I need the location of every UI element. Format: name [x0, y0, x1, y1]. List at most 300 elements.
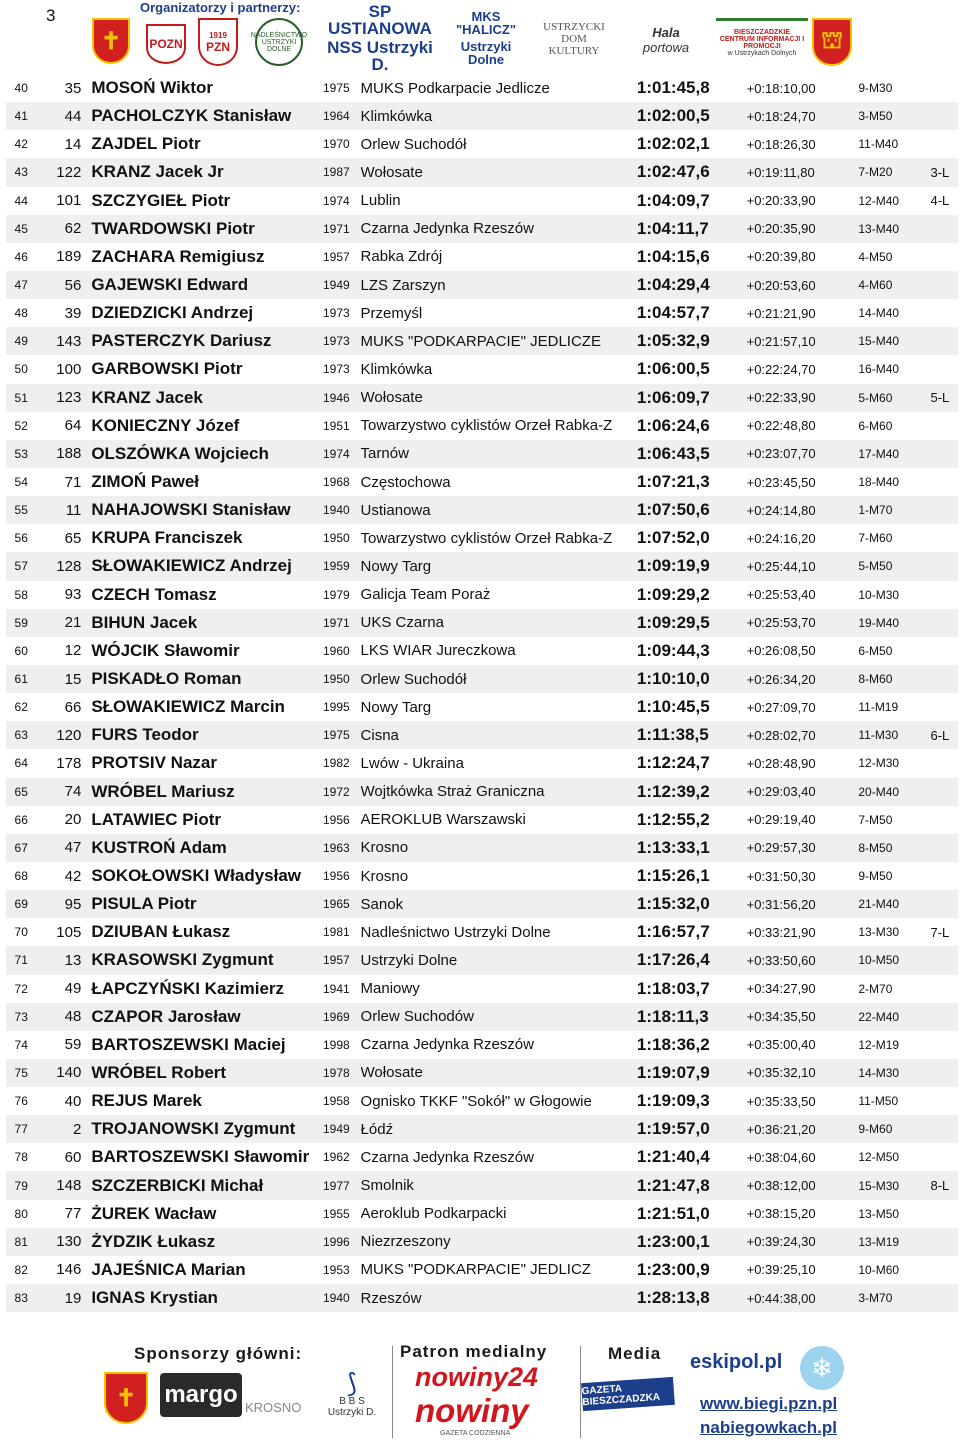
- extra-classification-cell: [930, 1003, 958, 1031]
- bib-number-cell: 21: [36, 609, 91, 637]
- place-cell: 78: [6, 1143, 36, 1171]
- birth-year-cell: 1955: [323, 1200, 361, 1228]
- table-row: [6, 1059, 958, 1087]
- club-cell: Niezrzeszony: [361, 1228, 637, 1256]
- category-place-cell: 19-M40: [858, 609, 930, 637]
- birth-year-cell: 1941: [323, 975, 361, 1003]
- birth-year-cell: 1959: [323, 552, 361, 580]
- club-cell: Aeroklub Podkarpacki: [361, 1200, 637, 1228]
- time-difference-cell: +0:25:53,40: [747, 581, 859, 609]
- club-cell: Orlew Suchodół: [361, 665, 637, 693]
- ustrzyki-coat-of-arms-logo: ⛫: [812, 18, 852, 66]
- time-difference-cell: +0:38:15,20: [747, 1200, 859, 1228]
- extra-classification-cell: [930, 1115, 958, 1143]
- table-row: [6, 187, 958, 215]
- bbs-town: Ustrzyki D.: [327, 1407, 377, 1418]
- table-row: [6, 581, 958, 609]
- athlete-name-cell: KRUPA Franciszek: [91, 524, 323, 552]
- finish-time-cell: 1:16:57,7: [637, 918, 747, 946]
- category-place-cell: 12-M19: [858, 1031, 930, 1059]
- bieszczadzkie-centrum-logo: BIESZCZADZKIE CENTRUM INFORMACJI I PROMOCJI w Ustrzykach Dolnych: [716, 18, 808, 64]
- bib-number-cell: 178: [36, 749, 91, 777]
- table-row: [6, 1087, 958, 1115]
- club-cell: Nowy Targ: [361, 552, 637, 580]
- club-cell: AEROKLUB Warszawski: [361, 806, 637, 834]
- extra-classification-cell: [930, 355, 958, 383]
- place-cell: 61: [6, 665, 36, 693]
- time-difference-cell: +0:18:10,00: [747, 74, 859, 102]
- extra-classification-cell: 5-L: [930, 384, 958, 412]
- table-row: [6, 665, 958, 693]
- birth-year-cell: 1958: [323, 1087, 361, 1115]
- place-cell: 70: [6, 918, 36, 946]
- bib-number-cell: 188: [36, 440, 91, 468]
- birth-year-cell: 1978: [323, 1059, 361, 1087]
- extra-classification-cell: [930, 130, 958, 158]
- place-cell: 44: [6, 187, 36, 215]
- bib-number-cell: 95: [36, 890, 91, 918]
- finish-time-cell: 1:05:32,9: [637, 327, 747, 355]
- birth-year-cell: 1974: [323, 440, 361, 468]
- bib-number-cell: 100: [36, 355, 91, 383]
- extra-classification-cell: [930, 327, 958, 355]
- category-place-cell: 9-M30: [858, 74, 930, 102]
- table-row: [6, 1256, 958, 1284]
- finish-time-cell: 1:12:55,2: [637, 806, 747, 834]
- club-cell: Wołosate: [361, 158, 637, 186]
- place-cell: 58: [6, 581, 36, 609]
- club-cell: Wojtkówka Straż Graniczna: [361, 778, 637, 806]
- extra-classification-cell: [930, 1284, 958, 1312]
- table-row: [6, 806, 958, 834]
- table-row: [6, 1228, 958, 1256]
- club-cell: Smolnik: [361, 1171, 637, 1199]
- athlete-name-cell: SZCZERBICKI Michał: [91, 1171, 323, 1199]
- organizers-title: Organizatorzy i partnerzy:: [140, 0, 301, 15]
- place-cell: 53: [6, 440, 36, 468]
- category-place-cell: 11-M50: [858, 1087, 930, 1115]
- category-place-cell: 6-M60: [858, 412, 930, 440]
- category-place-cell: 11-M19: [858, 693, 930, 721]
- birth-year-cell: 1972: [323, 778, 361, 806]
- place-cell: 64: [6, 749, 36, 777]
- table-row: [6, 215, 958, 243]
- athlete-name-cell: REJUS Marek: [91, 1087, 323, 1115]
- bib-number-cell: 105: [36, 918, 91, 946]
- extra-classification-cell: [930, 581, 958, 609]
- club-cell: Rabka Zdrój: [361, 243, 637, 271]
- time-difference-cell: +0:29:19,40: [747, 806, 859, 834]
- bib-number-cell: 44: [36, 102, 91, 130]
- finish-time-cell: 1:17:26,4: [637, 946, 747, 974]
- athlete-name-cell: ZIMOŃ Paweł: [91, 468, 323, 496]
- time-difference-cell: +0:31:56,20: [747, 890, 859, 918]
- table-row: [6, 637, 958, 665]
- category-place-cell: 18-M40: [858, 468, 930, 496]
- finish-time-cell: 1:02:02,1: [637, 130, 747, 158]
- biegi-pzn-link[interactable]: www.biegi.pzn.pl: [700, 1394, 838, 1413]
- athlete-name-cell: KRASOWSKI Zygmunt: [91, 946, 323, 974]
- extra-classification-cell: 6-L: [930, 721, 958, 749]
- finish-time-cell: 1:06:24,6: [637, 412, 747, 440]
- extra-classification-cell: 7-L: [930, 918, 958, 946]
- bib-number-cell: 12: [36, 637, 91, 665]
- club-cell: Lwów - Ukraina: [361, 749, 637, 777]
- birth-year-cell: 1965: [323, 890, 361, 918]
- category-place-cell: 4-M50: [858, 243, 930, 271]
- bib-number-cell: 77: [36, 1200, 91, 1228]
- time-difference-cell: +0:28:02,70: [747, 721, 859, 749]
- club-cell: Czarna Jedynka Rzeszów: [361, 1143, 637, 1171]
- athlete-name-cell: KUSTROŃ Adam: [91, 834, 323, 862]
- club-cell: Częstochowa: [361, 468, 637, 496]
- table-row: [6, 1115, 958, 1143]
- place-cell: 66: [6, 806, 36, 834]
- finish-time-cell: 1:23:00,9: [637, 1256, 747, 1284]
- bib-number-cell: 59: [36, 1031, 91, 1059]
- athlete-name-cell: BARTOSZEWSKI Sławomir: [91, 1143, 323, 1171]
- place-cell: 82: [6, 1256, 36, 1284]
- athlete-name-cell: ZAJDEL Piotr: [91, 130, 323, 158]
- place-cell: 59: [6, 609, 36, 637]
- athlete-name-cell: PISULA Piotr: [91, 890, 323, 918]
- category-place-cell: 12-M30: [858, 749, 930, 777]
- birth-year-cell: 1971: [323, 609, 361, 637]
- place-cell: 67: [6, 834, 36, 862]
- extra-classification-cell: [930, 299, 958, 327]
- bbs-logo: [322, 1370, 382, 1426]
- birth-year-cell: 1957: [323, 243, 361, 271]
- athlete-name-cell: PROTSIV Nazar: [91, 749, 323, 777]
- athlete-name-cell: PASTERCZYK Dariusz: [91, 327, 323, 355]
- athlete-name-cell: ZACHARA Remigiusz: [91, 243, 323, 271]
- nowiny-logo: nowiny: [415, 1392, 529, 1429]
- athlete-name-cell: WÓJCIK Sławomir: [91, 637, 323, 665]
- club-cell: Tarnów: [361, 440, 637, 468]
- birth-year-cell: 1995: [323, 693, 361, 721]
- nowiny-subtitle: GAZETA CODZIENNA: [440, 1430, 511, 1437]
- birth-year-cell: 1957: [323, 946, 361, 974]
- birth-year-cell: 1950: [323, 665, 361, 693]
- birth-year-cell: 1973: [323, 327, 361, 355]
- table-row: [6, 693, 958, 721]
- birth-year-cell: 1951: [323, 412, 361, 440]
- extra-classification-cell: [930, 806, 958, 834]
- category-place-cell: 7-M50: [858, 806, 930, 834]
- bbs-mark-icon: ⟆: [346, 1368, 358, 1398]
- finish-time-cell: 1:04:11,7: [637, 215, 747, 243]
- place-cell: 50: [6, 355, 36, 383]
- extra-classification-cell: [930, 665, 958, 693]
- club-cell: Ustianowa: [361, 496, 637, 524]
- category-place-cell: 4-M60: [858, 271, 930, 299]
- finish-time-cell: 1:15:32,0: [637, 890, 747, 918]
- birth-year-cell: 1982: [323, 749, 361, 777]
- athlete-name-cell: SŁOWAKIEWICZ Marcin: [91, 693, 323, 721]
- margo-logo: margo: [160, 1373, 242, 1417]
- bib-number-cell: 11: [36, 496, 91, 524]
- bib-number-cell: 64: [36, 412, 91, 440]
- table-row: [6, 862, 958, 890]
- bib-number-cell: 128: [36, 552, 91, 580]
- finish-time-cell: 1:06:00,5: [637, 355, 747, 383]
- place-cell: 77: [6, 1115, 36, 1143]
- table-row: [6, 102, 958, 130]
- sp-ustianowa-logo: SP USTIANOWA NSS Ustrzyki D.: [327, 2, 433, 74]
- athlete-name-cell: CZECH Tomasz: [91, 581, 323, 609]
- finish-time-cell: 1:18:36,2: [637, 1031, 747, 1059]
- bib-number-cell: 47: [36, 834, 91, 862]
- time-difference-cell: +0:19:11,80: [747, 158, 859, 186]
- category-place-cell: 1-M70: [858, 496, 930, 524]
- table-row: [6, 243, 958, 271]
- time-difference-cell: +0:25:53,70: [747, 609, 859, 637]
- athlete-name-cell: CZAPOR Jarosław: [91, 1003, 323, 1031]
- finish-time-cell: 1:21:40,4: [637, 1143, 747, 1171]
- place-cell: 71: [6, 946, 36, 974]
- extra-classification-cell: [930, 609, 958, 637]
- athlete-name-cell: LATAWIEC Piotr: [91, 806, 323, 834]
- bib-number-cell: 15: [36, 665, 91, 693]
- time-difference-cell: +0:33:50,60: [747, 946, 859, 974]
- athlete-name-cell: BARTOSZEWSKI Maciej: [91, 1031, 323, 1059]
- time-difference-cell: +0:35:32,10: [747, 1059, 859, 1087]
- finish-time-cell: 1:12:24,7: [637, 749, 747, 777]
- club-cell: Ognisko TKKF "Sokół" w Głogowie: [361, 1087, 637, 1115]
- table-row: [6, 975, 958, 1003]
- bib-number-cell: 74: [36, 778, 91, 806]
- athlete-name-cell: PACHOLCZYK Stanisław: [91, 102, 323, 130]
- category-place-cell: 6-M50: [858, 637, 930, 665]
- extra-classification-cell: [930, 524, 958, 552]
- time-difference-cell: +0:33:21,90: [747, 918, 859, 946]
- club-cell: Przemyśl: [361, 299, 637, 327]
- birth-year-cell: 1975: [323, 721, 361, 749]
- time-difference-cell: +0:18:26,30: [747, 130, 859, 158]
- club-cell: Sanok: [361, 890, 637, 918]
- bib-number-cell: 40: [36, 1087, 91, 1115]
- coat-of-arms-logo: ✝: [92, 18, 130, 64]
- club-cell: Galicja Team Poraż: [361, 581, 637, 609]
- club-cell: Rzeszów: [361, 1284, 637, 1312]
- finish-time-cell: 1:11:38,5: [637, 721, 747, 749]
- extra-classification-cell: [930, 468, 958, 496]
- table-row: [6, 355, 958, 383]
- category-place-cell: 17-M40: [858, 440, 930, 468]
- nabiegowkach-link[interactable]: nabiegowkach.pl: [700, 1418, 837, 1437]
- bib-number-cell: 130: [36, 1228, 91, 1256]
- club-cell: LKS WIAR Jureczkowa: [361, 637, 637, 665]
- extra-classification-cell: [930, 975, 958, 1003]
- bib-number-cell: 189: [36, 243, 91, 271]
- bbs-label: B B S: [339, 1396, 365, 1407]
- club-cell: MUKS "PODKARPACIE" JEDLICZ: [361, 1256, 637, 1284]
- place-cell: 41: [6, 102, 36, 130]
- club-cell: Maniowy: [361, 975, 637, 1003]
- media-title: Media: [608, 1344, 662, 1363]
- place-cell: 83: [6, 1284, 36, 1312]
- athlete-name-cell: SŁOWAKIEWICZ Andrzej: [91, 552, 323, 580]
- time-difference-cell: +0:27:09,70: [747, 693, 859, 721]
- athlete-name-cell: ŁAPCZYŃSKI Kazimierz: [91, 975, 323, 1003]
- birth-year-cell: 1956: [323, 806, 361, 834]
- birth-year-cell: 1979: [323, 581, 361, 609]
- table-row: [6, 552, 958, 580]
- athlete-name-cell: DZIUBAN Łukasz: [91, 918, 323, 946]
- category-place-cell: 7-M20: [858, 158, 930, 186]
- bib-number-cell: 65: [36, 524, 91, 552]
- category-place-cell: 12-M50: [858, 1143, 930, 1171]
- extra-classification-cell: [930, 693, 958, 721]
- finish-time-cell: 1:10:45,5: [637, 693, 747, 721]
- finish-time-cell: 1:07:21,3: [637, 468, 747, 496]
- table-row: [6, 496, 958, 524]
- bib-number-cell: 13: [36, 946, 91, 974]
- athlete-name-cell: KRANZ Jacek: [91, 384, 323, 412]
- finish-time-cell: 1:06:09,7: [637, 384, 747, 412]
- birth-year-cell: 1996: [323, 1228, 361, 1256]
- extra-classification-cell: [930, 243, 958, 271]
- time-difference-cell: +0:26:08,50: [747, 637, 859, 665]
- time-difference-cell: +0:38:12,00: [747, 1171, 859, 1199]
- athlete-name-cell: JAJEŚNICA Marian: [91, 1256, 323, 1284]
- birth-year-cell: 1963: [323, 834, 361, 862]
- table-row: [6, 721, 958, 749]
- birth-year-cell: 1949: [323, 271, 361, 299]
- footer-divider: [392, 1346, 393, 1438]
- place-cell: 43: [6, 158, 36, 186]
- athlete-name-cell: SZCZYGIEŁ Piotr: [91, 187, 323, 215]
- place-cell: 69: [6, 890, 36, 918]
- time-difference-cell: +0:23:45,50: [747, 468, 859, 496]
- category-place-cell: 3-M70: [858, 1284, 930, 1312]
- extra-classification-cell: [930, 1059, 958, 1087]
- table-row: [6, 524, 958, 552]
- club-cell: MUKS Podkarpacie Jedlicze: [361, 74, 637, 102]
- extra-classification-cell: [930, 215, 958, 243]
- category-place-cell: 10-M30: [858, 581, 930, 609]
- club-cell: Towarzystwo cyklistów Orzeł Rabka-Z: [361, 524, 637, 552]
- finish-time-cell: 1:04:57,7: [637, 299, 747, 327]
- place-cell: 79: [6, 1171, 36, 1199]
- hala-portowa-logo: Hala portowa: [642, 25, 690, 55]
- category-place-cell: 13-M30: [858, 918, 930, 946]
- time-difference-cell: +0:28:48,90: [747, 749, 859, 777]
- finish-time-cell: 1:02:47,6: [637, 158, 747, 186]
- category-place-cell: 5-M60: [858, 384, 930, 412]
- athlete-name-cell: WRÓBEL Robert: [91, 1059, 323, 1087]
- bib-number-cell: 42: [36, 862, 91, 890]
- birth-year-cell: 1953: [323, 1256, 361, 1284]
- finish-time-cell: 1:04:09,7: [637, 187, 747, 215]
- place-cell: 56: [6, 524, 36, 552]
- birth-year-cell: 1981: [323, 918, 361, 946]
- birth-year-cell: 1987: [323, 158, 361, 186]
- extra-classification-cell: [930, 552, 958, 580]
- place-cell: 68: [6, 862, 36, 890]
- place-cell: 40: [6, 74, 36, 102]
- table-row: [6, 440, 958, 468]
- time-difference-cell: +0:21:21,90: [747, 299, 859, 327]
- time-difference-cell: +0:23:07,70: [747, 440, 859, 468]
- time-difference-cell: +0:39:24,30: [747, 1228, 859, 1256]
- extra-classification-cell: [930, 440, 958, 468]
- birth-year-cell: 1940: [323, 496, 361, 524]
- table-row: [6, 1200, 958, 1228]
- finish-time-cell: 1:06:43,5: [637, 440, 747, 468]
- extra-classification-cell: [930, 1031, 958, 1059]
- extra-classification-cell: [930, 1087, 958, 1115]
- extra-classification-cell: [930, 1256, 958, 1284]
- athlete-name-cell: FURS Teodor: [91, 721, 323, 749]
- place-cell: 52: [6, 412, 36, 440]
- time-difference-cell: +0:36:21,20: [747, 1115, 859, 1143]
- table-row: [6, 299, 958, 327]
- bib-number-cell: 101: [36, 187, 91, 215]
- birth-year-cell: 1977: [323, 1171, 361, 1199]
- birth-year-cell: 1998: [323, 1031, 361, 1059]
- finish-time-cell: 1:04:29,4: [637, 271, 747, 299]
- time-difference-cell: +0:44:38,00: [747, 1284, 859, 1312]
- extra-classification-cell: 8-L: [930, 1171, 958, 1199]
- table-row: [6, 158, 958, 186]
- gazeta-bieszczadzka-logo: GAZETA BIESZCZADZKA: [581, 1377, 675, 1411]
- place-cell: 54: [6, 468, 36, 496]
- table-row: [6, 1031, 958, 1059]
- category-place-cell: 12-M40: [858, 187, 930, 215]
- place-cell: 76: [6, 1087, 36, 1115]
- finish-time-cell: 1:18:03,7: [637, 975, 747, 1003]
- category-place-cell: 9-M50: [858, 862, 930, 890]
- place-cell: 74: [6, 1031, 36, 1059]
- time-difference-cell: +0:29:57,30: [747, 834, 859, 862]
- athlete-name-cell: IGNAS Krystian: [91, 1284, 323, 1312]
- athlete-name-cell: MOSOŃ Wiktor: [91, 74, 323, 102]
- bib-number-cell: 140: [36, 1059, 91, 1087]
- finish-time-cell: 1:13:33,1: [637, 834, 747, 862]
- athlete-name-cell: NAHAJOWSKI Stanisław: [91, 496, 323, 524]
- place-cell: 60: [6, 637, 36, 665]
- place-cell: 62: [6, 693, 36, 721]
- extra-classification-cell: 3-L: [930, 158, 958, 186]
- club-cell: UKS Czarna: [361, 609, 637, 637]
- time-difference-cell: +0:24:16,20: [747, 524, 859, 552]
- category-place-cell: 2-M70: [858, 975, 930, 1003]
- time-difference-cell: +0:22:33,90: [747, 384, 859, 412]
- category-place-cell: 8-M50: [858, 834, 930, 862]
- category-place-cell: 10-M60: [858, 1256, 930, 1284]
- table-row: [6, 1284, 958, 1312]
- table-row: [6, 1143, 958, 1171]
- finish-time-cell: 1:02:00,5: [637, 102, 747, 130]
- krosno-logo: KROSNO: [245, 1400, 302, 1415]
- club-cell: Wołosate: [361, 384, 637, 412]
- category-place-cell: 14-M40: [858, 299, 930, 327]
- athlete-name-cell: ŻYDZIK Łukasz: [91, 1228, 323, 1256]
- eskipol-logo: eskipol.pl: [690, 1351, 783, 1373]
- nowiny24-logo: nowiny24: [415, 1362, 539, 1392]
- extra-classification-cell: [930, 1200, 958, 1228]
- category-place-cell: 20-M40: [858, 778, 930, 806]
- bib-number-cell: 148: [36, 1171, 91, 1199]
- club-cell: Ustrzyki Dolne: [361, 946, 637, 974]
- club-cell: LZS Zarszyn: [361, 271, 637, 299]
- birth-year-cell: 1949: [323, 1115, 361, 1143]
- athlete-name-cell: KONIECZNY Józef: [91, 412, 323, 440]
- table-row: [6, 1171, 958, 1199]
- finish-time-cell: 1:04:15,6: [637, 243, 747, 271]
- time-difference-cell: +0:35:00,40: [747, 1031, 859, 1059]
